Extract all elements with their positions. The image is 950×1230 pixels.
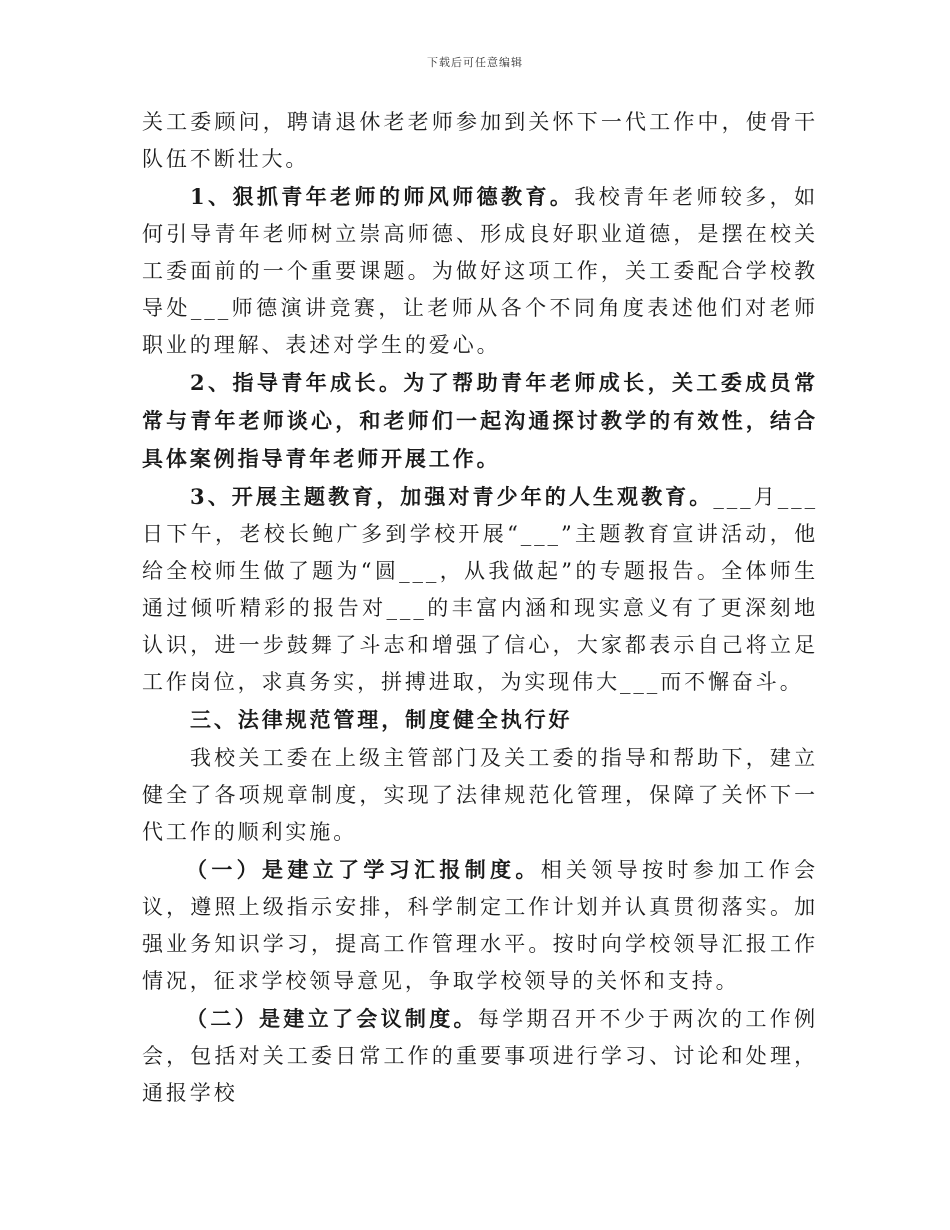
paragraph-item-3: [142, 478, 818, 701]
paragraph-text: 每学期召开不少于两次的工作例会，包括对关工委日常工作的重要事项进行学习、讨论和处理，通报学校: [142, 1007, 818, 1105]
paragraph-item-2: [142, 364, 818, 478]
paragraph-continuation: [142, 104, 818, 178]
paragraph-heading: 2、指导青年成长。为了帮助青年老师成长，关工委成员常常与青年老师谈心，和老师们一起沟通探讨教学的有效性，结合具体案例指导青年老师开展工作。: [142, 370, 818, 471]
document-body: [142, 104, 818, 1112]
section-heading-3: [142, 701, 818, 739]
paragraph-text: 相关领导按时参加工作会议，遵照上级指示安排，科学制定工作计划并认真贯彻落实。加强业务知识学习，提高工作管理水平。按时向学校领导汇报工作情况，征求学校领导意见，争取学校领导的关怀和支持。: [142, 858, 818, 993]
paragraph-text: 我校关工委在上级主管部门及关工委的指导和帮助下，建立健全了各项规章制度，实现了法律规范化管理，保障了关怀下一代工作的顺利实施。: [142, 746, 818, 844]
paragraph-section-intro: [142, 739, 818, 851]
paragraph-heading: （二）是建立了会议制度。: [186, 1006, 478, 1031]
page-header-note: 下载后可任意编辑: [427, 56, 523, 69]
paragraph-heading: 1、狠抓青年老师的师风师德教育。: [190, 184, 575, 209]
paragraph-text: 我校青年老师较多，如何引导青年老师树立崇高师德、形成良好职业道德，是摆在校关工委面前的一个重要课题。为做好这项工作，关工委配合学校教导处___师德演讲竞赛，让老师从各个不同角度表述他们对老师职业的理解、表述对学生的爱心。: [142, 185, 819, 357]
paragraph-heading: 3、开展主题教育，加强对青少年的人生观教育。: [190, 484, 714, 509]
paragraph-item-1: [142, 178, 818, 364]
paragraph-heading: （一）是建立了学习汇报制度。: [186, 857, 541, 882]
paragraph-sub-1: [142, 851, 818, 1000]
paragraph-text: 关工委顾问，聘请退休老老师参加到关怀下一代工作中，使骨干队伍不断壮大。: [142, 110, 818, 171]
section-title: 三、法律规范管理，制度健全执行好: [190, 707, 573, 732]
paragraph-sub-2: [142, 1000, 818, 1112]
paragraph-text: ___月___日下午，老校长鲍广多到学校开展“___”主题教育宣讲活动，他给全校师生做了题为“圆___，从我做起”的专题报告。全体师生通过倾听精彩的报告对___的丰富内涵和现实意义有了更深刻地认识，进一步鼓舞了斗志和增强了信心，大家都表示自己将立足工作岗位，求真务实，拼搏进取，为实现伟大___而不懈奋斗。: [142, 485, 818, 694]
